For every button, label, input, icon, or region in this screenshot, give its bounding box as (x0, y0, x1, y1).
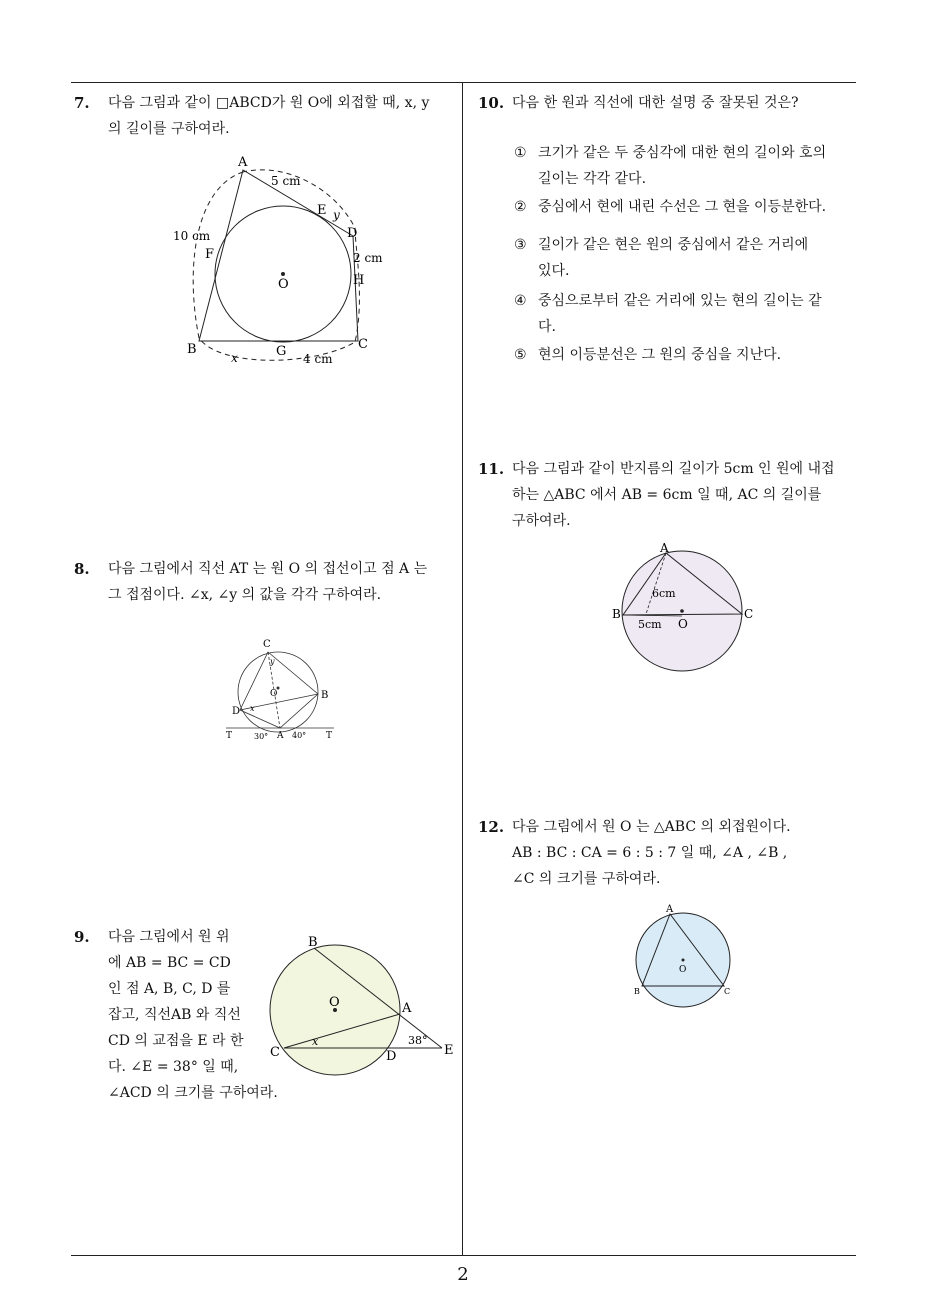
label-o: O (678, 617, 688, 631)
var-y: y (333, 208, 340, 222)
quadrilateral-abcd (199, 170, 358, 341)
option-mark: ③ (514, 237, 527, 253)
question-text-line: 에 AB = BC = CD (108, 955, 231, 971)
angle-x: x (250, 704, 255, 713)
length-5cm: 5cm (638, 618, 662, 631)
question-text-line: 의 길이를 구하여라. (108, 121, 230, 137)
label-a: A (277, 731, 284, 741)
label-c: C (263, 639, 271, 650)
label-c: C (358, 337, 368, 352)
question-7 (74, 90, 429, 142)
question-text-line: CD 의 교점을 E 라 한 (108, 1033, 244, 1049)
q12-figure (628, 902, 740, 1012)
circle-o (238, 652, 318, 732)
option-mark: ⑤ (514, 347, 527, 363)
q9-figure (262, 930, 462, 1080)
option-1[interactable] (514, 140, 826, 192)
option-text: 길이가 같은 현은 원의 중심에서 같은 거리에 (538, 237, 809, 253)
option-2[interactable] (514, 194, 826, 220)
angle-38: 38° (408, 1034, 428, 1047)
length-6cm: 6cm (652, 587, 676, 600)
label-c: C (270, 1045, 280, 1060)
question-number: 10. (478, 94, 505, 112)
option-text: 현의 이등분선은 그 원의 중심을 지난다. (538, 347, 782, 363)
question-text-line: 하는 △ABC 에서 AB = 6cm 일 때, AC 의 길이를 (512, 487, 822, 503)
question-9 (74, 924, 278, 1106)
q11-figure (608, 540, 758, 676)
question-text-line: 인 점 A, B, C, D 를 (108, 981, 231, 997)
label-b: B (612, 607, 621, 621)
question-number: 8. (74, 560, 90, 578)
label-o: O (278, 277, 289, 292)
question-12 (478, 814, 791, 892)
label-t-right: T (326, 731, 333, 741)
column-divider (462, 82, 463, 1256)
question-number: 12. (478, 818, 505, 836)
question-10 (478, 90, 799, 116)
label-g: G (276, 344, 287, 359)
question-text-line: 다음 그림과 같이 □ABCD가 원 O에 외접할 때, x, y (108, 95, 430, 111)
angle-30: 30° (254, 732, 269, 741)
label-b: B (321, 690, 329, 701)
question-text-line: 다음 그림에서 원 O 는 △ABC 의 외접원이다. (512, 819, 791, 835)
label-d: D (347, 226, 358, 241)
question-11 (478, 456, 835, 534)
label-a: A (666, 904, 674, 915)
question-number: 11. (478, 460, 505, 478)
angle-x: x (312, 1035, 319, 1048)
label-o: O (270, 689, 278, 699)
label-o: O (329, 995, 340, 1010)
option-mark: ④ (514, 293, 527, 309)
angle-y: y (270, 657, 275, 666)
question-text-line: 그 접점이다. ∠x, ∠y 의 값을 각각 구하여라. (108, 587, 382, 603)
top-rule (71, 82, 856, 83)
option-3[interactable] (514, 232, 808, 284)
question-text-line: AB : BC : CA = 6 : 5 : 7 일 때, ∠A , ∠B , (512, 845, 788, 861)
page-number: 2 (457, 1264, 469, 1285)
option-text-cont: 있다. (538, 263, 570, 279)
question-text-line: 다. ∠E = 38° 일 때, (108, 1059, 239, 1075)
option-text-cont: 다. (538, 319, 556, 335)
question-text-line: 다음 그림에서 직선 AT 는 원 O 의 접선이고 점 A 는 (108, 561, 428, 577)
center-point (680, 609, 684, 613)
option-text: 중심에서 현에 내린 수선은 그 현을 이등분한다. (538, 199, 827, 215)
option-text-cont: 길이는 각각 같다. (538, 171, 647, 187)
option-text: 중심으로부터 같은 거리에 있는 현의 길이는 같 (538, 293, 822, 309)
q8-figure (222, 636, 342, 742)
label-c: C (744, 607, 754, 621)
length-gc: 4 cm (303, 352, 333, 366)
label-f: F (205, 247, 215, 262)
label-b: B (634, 987, 640, 996)
length-dh: 2 cm (353, 251, 383, 265)
label-d: D (232, 706, 241, 717)
option-mark: ② (514, 199, 527, 215)
bottom-rule (71, 1255, 856, 1256)
question-text-line: 잡고, 직선AB 와 직선 (108, 1007, 241, 1023)
option-5[interactable] (514, 342, 781, 368)
option-mark: ① (514, 145, 527, 161)
q7-figure (165, 148, 405, 373)
angle-40: 40° (292, 731, 307, 740)
label-e: E (317, 203, 327, 218)
question-8 (74, 556, 427, 608)
label-a: A (402, 1001, 412, 1016)
question-number: 7. (74, 94, 90, 112)
label-a: A (660, 541, 669, 555)
length-ab: 10 cm (173, 229, 211, 243)
label-t-left: T (226, 731, 233, 741)
label-h: H (353, 273, 365, 288)
label-e: E (444, 1043, 454, 1058)
length-ae: 5 cm (271, 174, 301, 188)
label-c: C (724, 987, 731, 996)
question-text-line: ∠ACD 의 크기를 구하여라. (108, 1085, 278, 1101)
question-text-line: 다음 그림과 같이 반지름의 길이가 5cm 인 원에 내접 (512, 461, 835, 477)
question-text-line: 다음 한 원과 직선에 대한 설명 중 잘못된 것은? (512, 95, 799, 111)
center-point (281, 272, 285, 276)
question-text-line: ∠C 의 크기를 구하여라. (512, 871, 661, 887)
question-text-line: 구하여라. (512, 513, 571, 529)
label-a: A (238, 155, 248, 170)
label-o: O (679, 965, 687, 975)
var-x: x (231, 351, 238, 365)
option-text: 크기가 같은 두 중심각에 대한 현의 길이와 호의 (538, 145, 827, 161)
label-b: B (308, 935, 318, 950)
label-d: D (386, 1049, 397, 1064)
option-4[interactable] (514, 288, 822, 340)
question-text-line: 다음 그림에서 원 위 (108, 929, 230, 945)
question-number: 9. (74, 928, 90, 946)
label-b: B (187, 342, 197, 357)
center-point (682, 959, 685, 962)
